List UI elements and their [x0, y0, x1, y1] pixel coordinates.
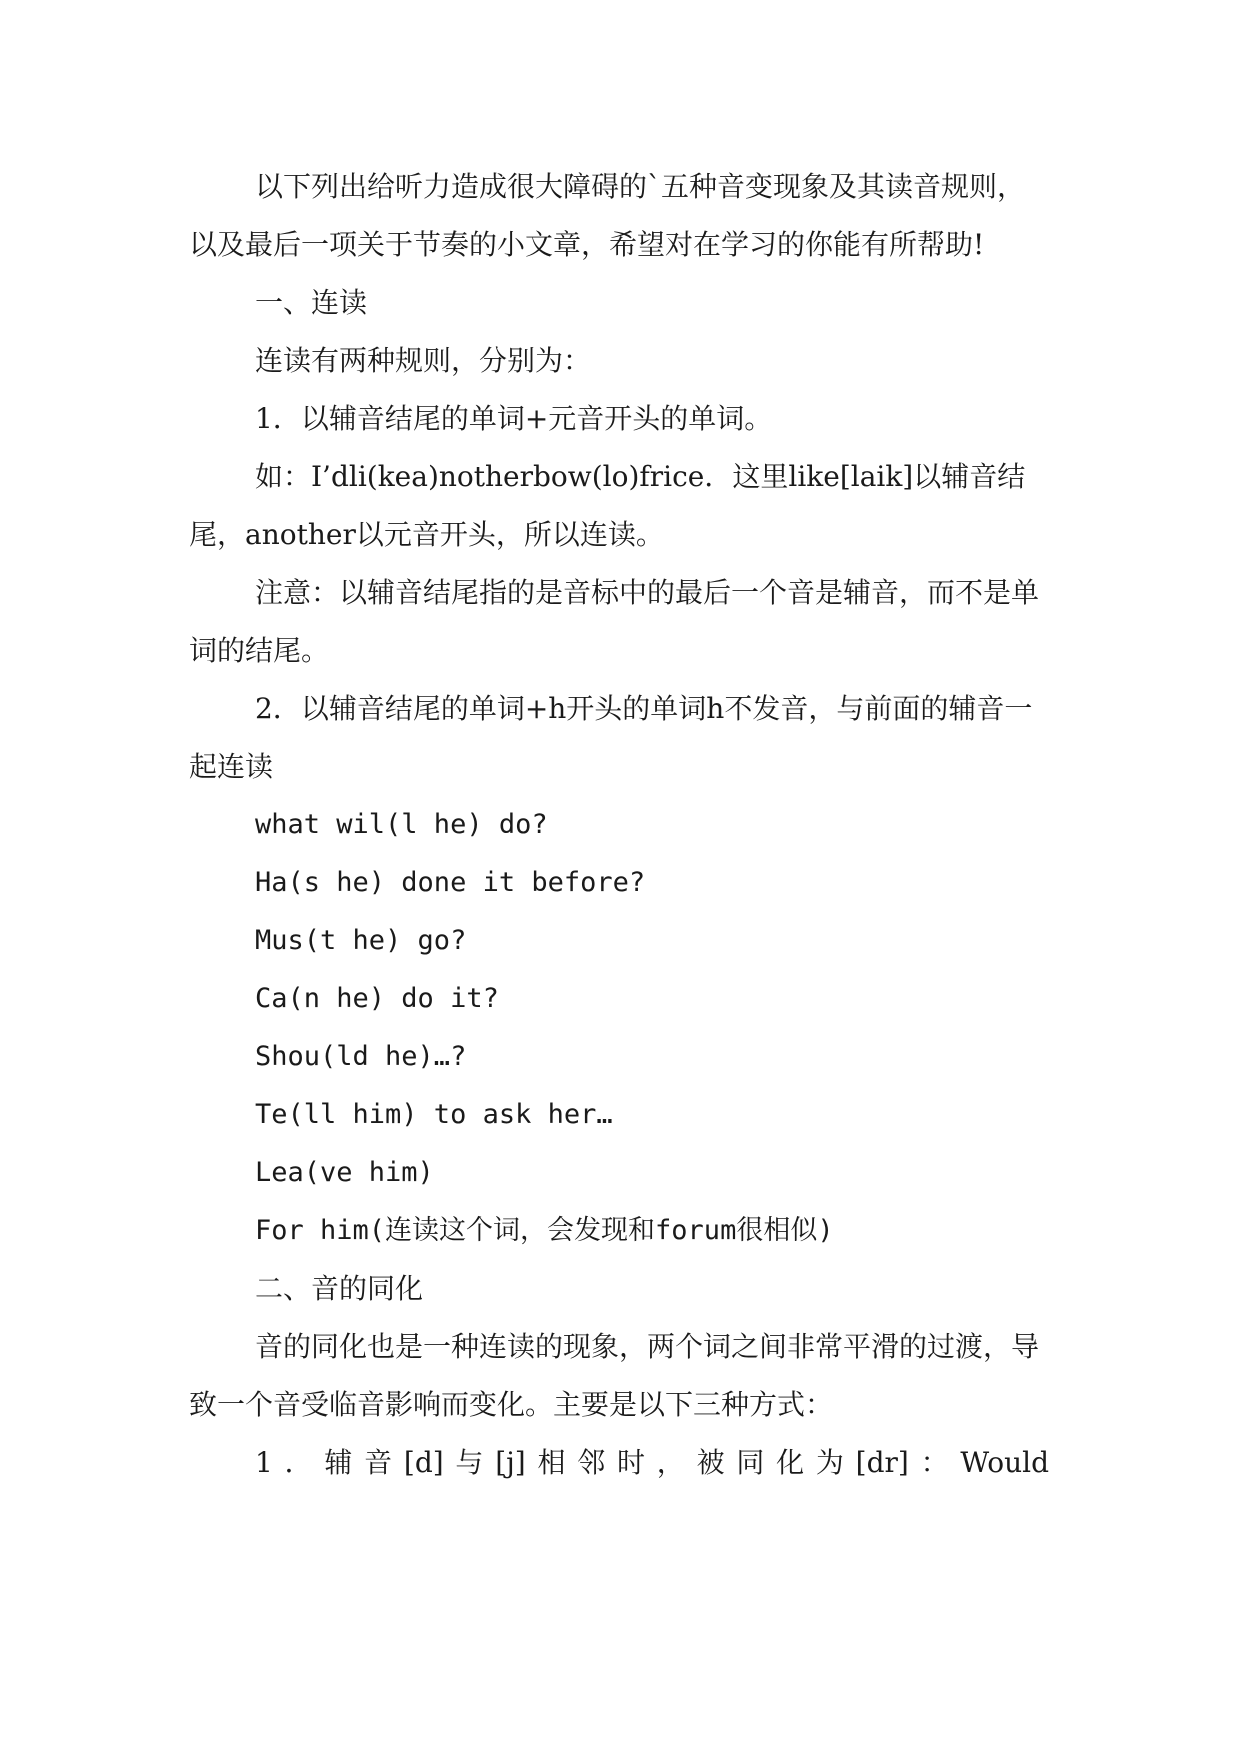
example-line: For him(连读这个词，会发现和forum很相似)	[255, 1215, 834, 1246]
section-1-title: 一、连读	[255, 286, 368, 319]
rule-1-example: 如：I’dli(kea)notherbow(lo)frice．这里like[laik]以辅音结尾，another以元音开头，所以连读。	[189, 460, 1026, 551]
example-line: Mus(t he) go?	[255, 925, 467, 956]
section-2-title: 二、音的同化	[255, 1272, 424, 1305]
example-line: what wil(l he) do?	[255, 809, 548, 840]
section-2-intro: 音的同化也是一种连读的现象，两个词之间非常平滑的过渡，导致一个音受临音影响而变化。主要是以下三种方式：	[189, 1330, 1040, 1421]
example-line: Te(ll him) to ask her…	[255, 1099, 613, 1130]
rule-1-note: 注意：以辅音结尾指的是音标中的最后一个音是辅音，而不是单词的结尾。	[189, 576, 1040, 667]
liaison-rules-intro: 连读有两种规则，分别为：	[255, 344, 592, 377]
document-page	[189, 158, 1049, 1492]
rule-2: 2．以辅音结尾的单词+h开头的单词h不发音，与前面的辅音一起连读	[189, 692, 1033, 783]
example-line: Ha(s he) done it before?	[255, 867, 646, 898]
intro-paragraph: 以下列出给听力造成很大障碍的`五种音变现象及其读音规则，以及最后一项关于节奏的小文章，希望对在学习的你能有所帮助!	[189, 170, 1026, 261]
example-line: Shou(ld he)…?	[255, 1041, 467, 1072]
section-2-item-1: 1．辅音[d]与[j]相邻时，被同化为[dr]：Would	[255, 1446, 1049, 1479]
example-line: Ca(n he) do it?	[255, 983, 499, 1014]
rule-1: 1．以辅音结尾的单词+元音开头的单词。	[255, 402, 773, 435]
example-line: Lea(ve him)	[255, 1157, 434, 1188]
